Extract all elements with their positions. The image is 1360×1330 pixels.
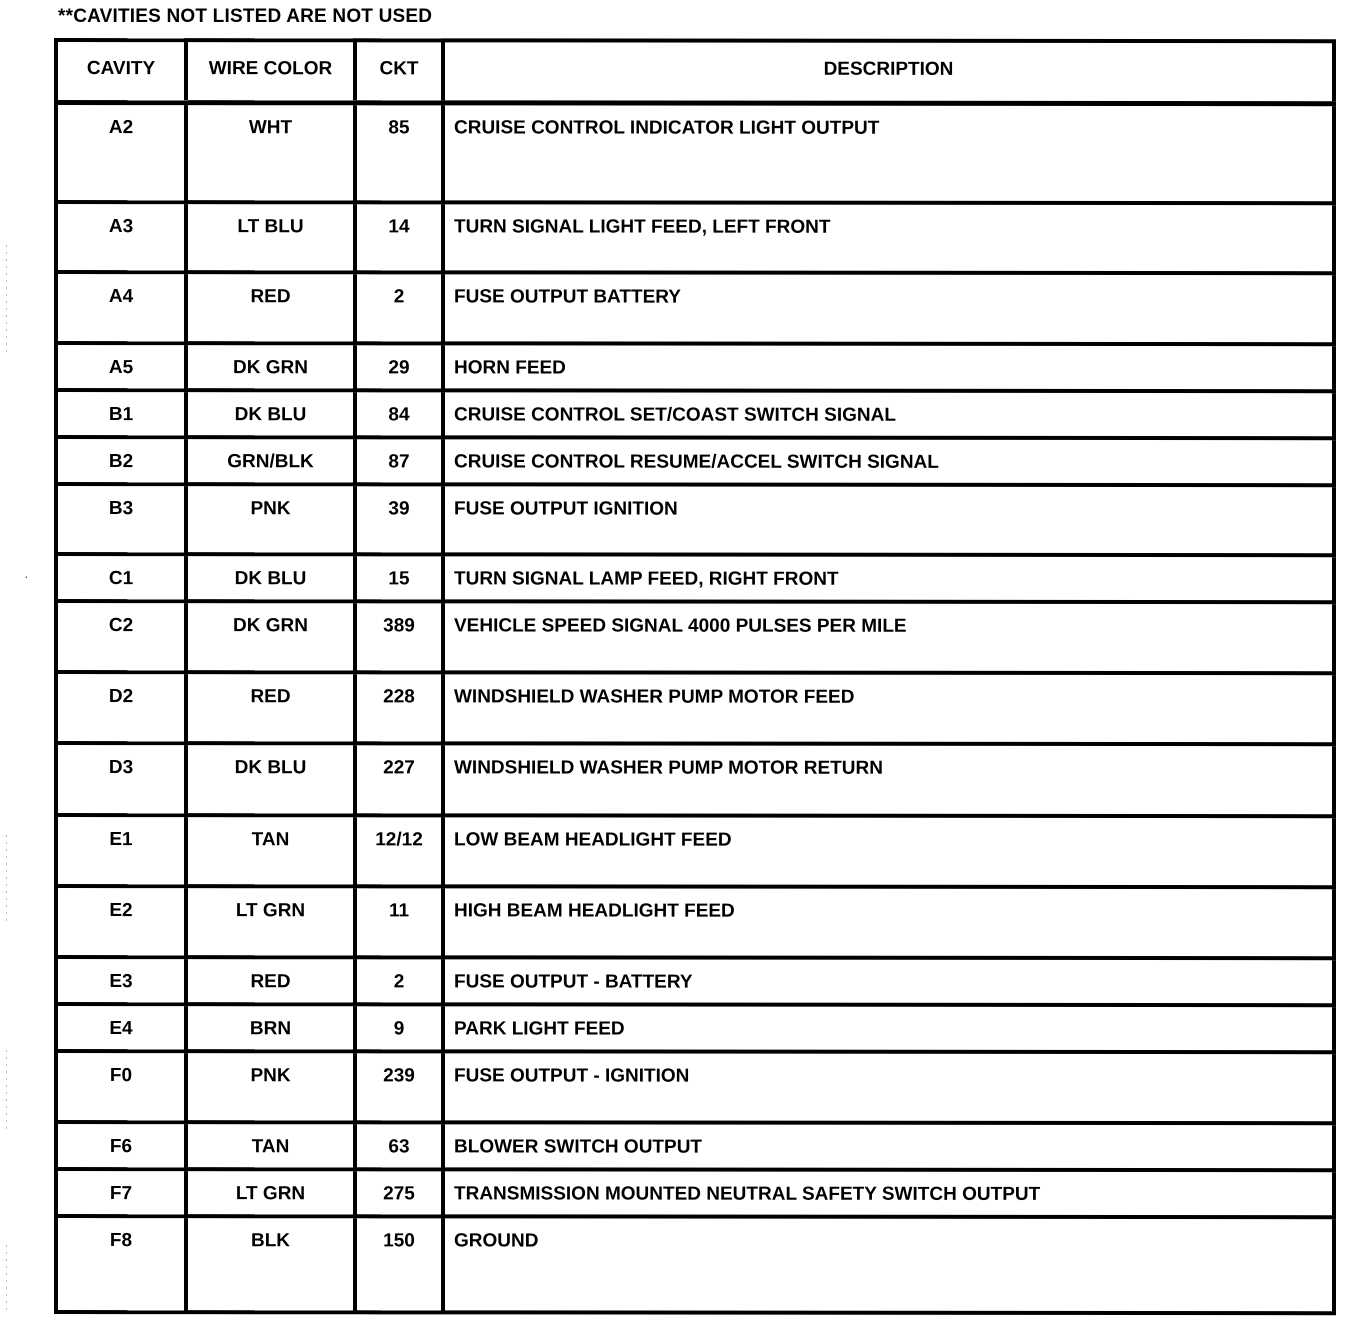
- cell-description: CRUISE CONTROL SET/COAST SWITCH SIGNAL: [443, 390, 1334, 438]
- cell-wire-color: DK BLU: [186, 554, 355, 601]
- cell-wire-color: DK BLU: [186, 390, 355, 437]
- cell-description: WINDSHIELD WASHER PUMP MOTOR FEED: [443, 672, 1334, 744]
- cell-ckt: 2: [355, 272, 443, 343]
- cell-description: TRANSMISSION MOUNTED NEUTRAL SAFETY SWITCH OUTPUT: [443, 1169, 1334, 1217]
- table-body: [56, 103, 1334, 1313]
- cell-description: CRUISE CONTROL INDICATOR LIGHT OUTPUT: [443, 103, 1334, 203]
- cell-wire-color: LT BLU: [186, 202, 355, 272]
- cell-description: PARK LIGHT FEED: [443, 1004, 1334, 1052]
- cell-cavity: E1: [56, 815, 186, 886]
- cell-ckt: 15: [355, 554, 443, 601]
- cell-wire-color: PNK: [186, 484, 355, 554]
- cell-ckt: 12/12: [355, 815, 443, 886]
- cell-cavity: F0: [56, 1051, 186, 1122]
- cell-ckt: 29: [355, 343, 443, 390]
- cell-cavity: C1: [56, 554, 186, 601]
- table-row: [56, 815, 1334, 887]
- table-row: [56, 743, 1334, 816]
- scan-artifact: [6, 835, 7, 925]
- cell-ckt: 85: [355, 103, 443, 202]
- cell-wire-color: LT GRN: [186, 1169, 355, 1216]
- cell-description: WINDSHIELD WASHER PUMP MOTOR RETURN: [443, 743, 1334, 816]
- cell-cavity: F7: [56, 1169, 186, 1216]
- cell-wire-color: TAN: [186, 1122, 355, 1169]
- table-row: [56, 103, 1334, 203]
- cell-description: HORN FEED: [443, 343, 1334, 391]
- cell-wire-color: DK BLU: [186, 743, 355, 815]
- cell-cavity: B2: [56, 437, 186, 484]
- scan-speck: ·: [24, 568, 29, 584]
- cell-description: BLOWER SWITCH OUTPUT: [443, 1122, 1334, 1170]
- cell-wire-color: RED: [186, 672, 355, 743]
- scan-artifact: [6, 1050, 7, 1130]
- cell-description: FUSE OUTPUT BATTERY: [443, 272, 1334, 344]
- cell-ckt: 11: [355, 886, 443, 957]
- cell-description: TURN SIGNAL LAMP FEED, RIGHT FRONT: [443, 554, 1334, 602]
- table-row: [56, 437, 1334, 485]
- cell-ckt: 14: [355, 202, 443, 272]
- table-header-row: [56, 40, 1334, 104]
- cell-cavity: A4: [56, 272, 186, 343]
- cell-ckt: 9: [355, 1004, 443, 1051]
- cell-description: FUSE OUTPUT IGNITION: [443, 484, 1334, 555]
- cell-description: HIGH BEAM HEADLIGHT FEED: [443, 886, 1334, 958]
- cell-cavity: F6: [56, 1122, 186, 1169]
- header-description: DESCRIPTION: [443, 40, 1334, 103]
- cell-cavity: A5: [56, 343, 186, 390]
- cell-ckt: 150: [355, 1216, 443, 1312]
- table-row: [56, 1216, 1334, 1313]
- table-row: [56, 672, 1334, 744]
- cell-wire-color: RED: [186, 957, 355, 1004]
- cell-wire-color: TAN: [186, 815, 355, 886]
- table-row: [56, 554, 1334, 602]
- table-row: [56, 1169, 1334, 1217]
- cell-cavity: D3: [56, 743, 186, 815]
- connector-cavity-table: [54, 38, 1336, 1315]
- table-row: [56, 390, 1334, 438]
- cell-ckt: 39: [355, 484, 443, 554]
- table-row: [56, 601, 1334, 673]
- cell-cavity: E3: [56, 957, 186, 1004]
- cell-description: LOW BEAM HEADLIGHT FEED: [443, 815, 1334, 887]
- cell-ckt: 227: [355, 743, 443, 815]
- cell-ckt: 87: [355, 437, 443, 484]
- table-row: [56, 484, 1334, 555]
- table-row: [56, 886, 1334, 958]
- cell-cavity: A3: [56, 202, 186, 272]
- cell-cavity: F8: [56, 1216, 186, 1312]
- unused-cavities-note: **CAVITIES NOT LISTED ARE NOT USED: [58, 6, 433, 27]
- cell-cavity: D2: [56, 672, 186, 743]
- cell-cavity: A2: [56, 103, 186, 202]
- scan-artifact: [6, 1245, 7, 1315]
- cell-wire-color: DK GRN: [186, 601, 355, 672]
- table-row: [56, 202, 1334, 273]
- table-row: [56, 1051, 1334, 1123]
- cell-wire-color: BLK: [186, 1216, 355, 1312]
- table-row: [56, 1004, 1334, 1052]
- header-ckt: CKT: [355, 40, 443, 103]
- cell-description: TURN SIGNAL LIGHT FEED, LEFT FRONT: [443, 202, 1334, 273]
- cell-cavity: E4: [56, 1004, 186, 1051]
- table-row: [56, 272, 1334, 344]
- table-row: [56, 343, 1334, 391]
- cell-description: VEHICLE SPEED SIGNAL 4000 PULSES PER MILE: [443, 601, 1334, 673]
- cell-wire-color: GRN/BLK: [186, 437, 355, 484]
- header-wire-color: WIRE COLOR: [186, 40, 355, 103]
- cell-ckt: 228: [355, 672, 443, 743]
- cell-cavity: C2: [56, 601, 186, 672]
- cell-wire-color: LT GRN: [186, 886, 355, 957]
- cell-cavity: B3: [56, 484, 186, 554]
- cell-wire-color: WHT: [186, 103, 355, 202]
- cell-description: FUSE OUTPUT - IGNITION: [443, 1051, 1334, 1123]
- cell-ckt: 389: [355, 601, 443, 672]
- cell-ckt: 275: [355, 1169, 443, 1216]
- table-row: [56, 1122, 1334, 1170]
- cell-wire-color: BRN: [186, 1004, 355, 1051]
- cell-ckt: 239: [355, 1051, 443, 1122]
- cell-cavity: E2: [56, 886, 186, 957]
- cell-wire-color: PNK: [186, 1051, 355, 1122]
- cell-description: GROUND: [443, 1216, 1334, 1313]
- cell-ckt: 63: [355, 1122, 443, 1169]
- table-row: [56, 957, 1334, 1005]
- cell-ckt: 84: [355, 390, 443, 437]
- scan-artifact: [6, 245, 7, 355]
- cell-ckt: 2: [355, 957, 443, 1004]
- cell-description: CRUISE CONTROL RESUME/ACCEL SWITCH SIGNAL: [443, 437, 1334, 485]
- header-cavity: CAVITY: [56, 40, 186, 103]
- cell-cavity: B1: [56, 390, 186, 437]
- cell-wire-color: DK GRN: [186, 343, 355, 390]
- cell-description: FUSE OUTPUT - BATTERY: [443, 957, 1334, 1005]
- cell-wire-color: RED: [186, 272, 355, 343]
